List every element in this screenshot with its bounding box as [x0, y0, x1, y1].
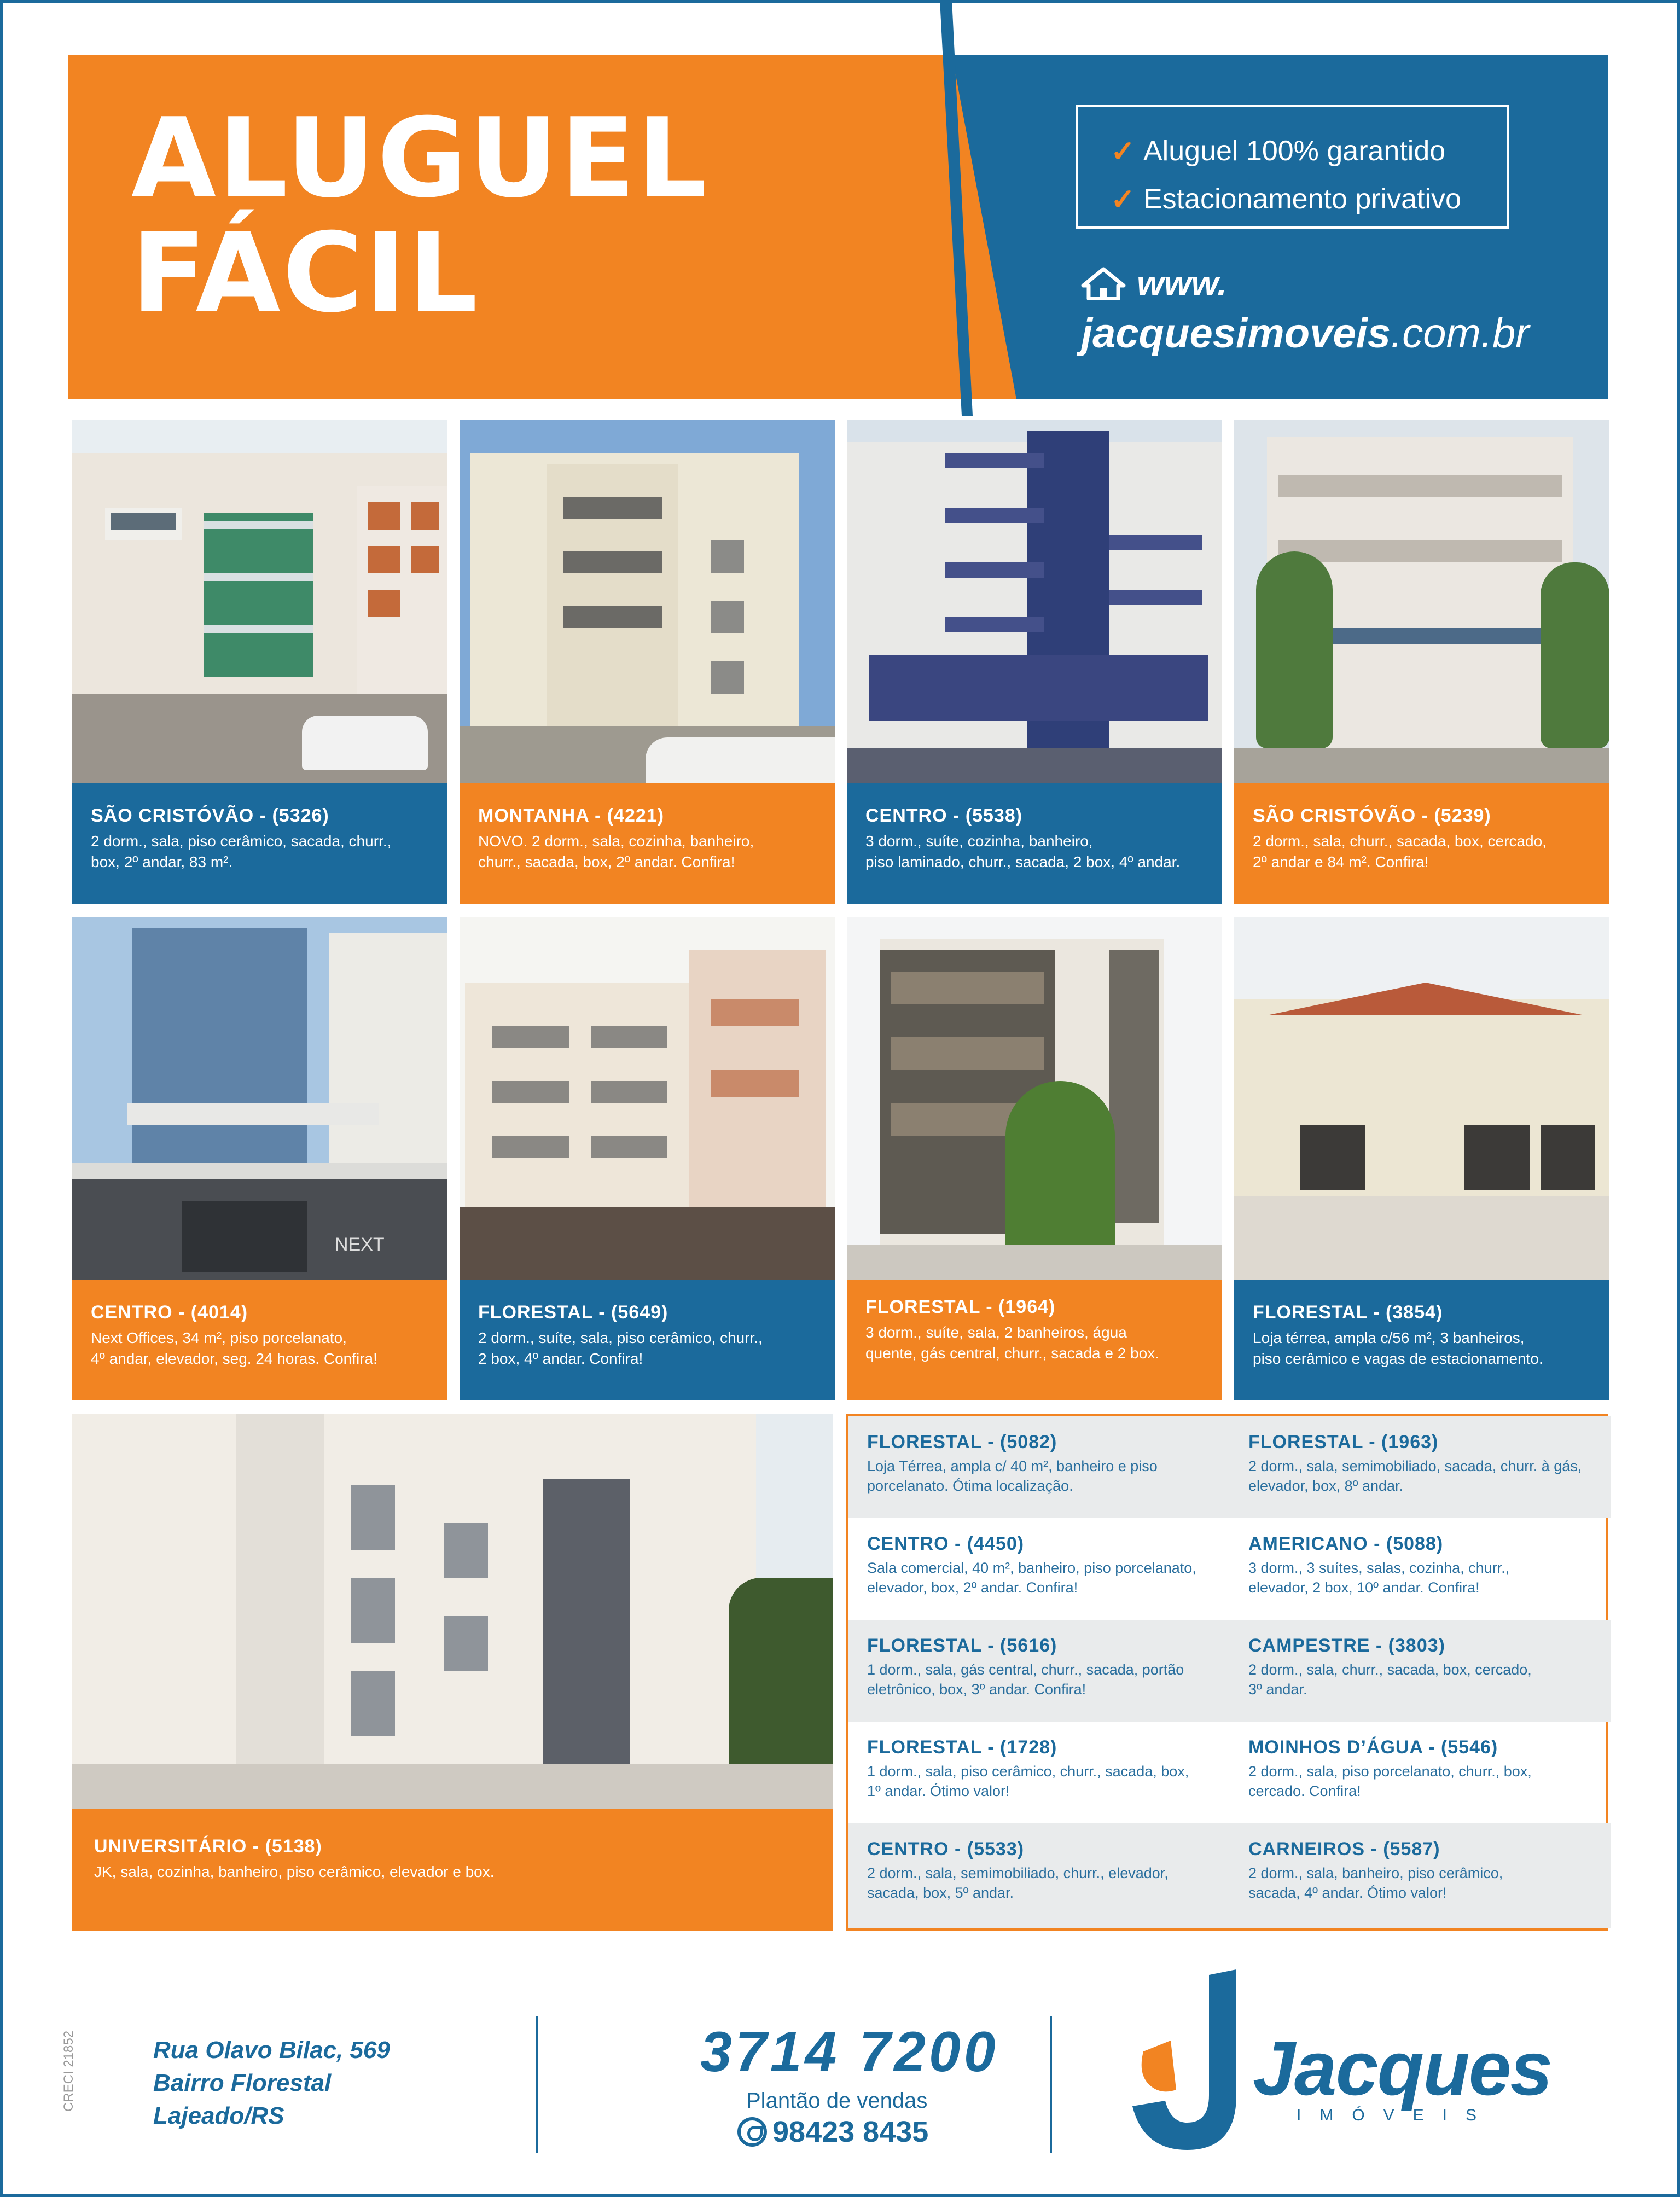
property-card[interactable]: [460, 420, 835, 904]
website-suffix: .com.br: [1391, 310, 1530, 357]
description-line: 2 box, 4º andar. Confira!: [478, 1350, 643, 1367]
listing-description: 2 dorm., sala, banheiro, piso cerâmico, sacada, 4º andar. Ótimo valor!: [1248, 1865, 1503, 1901]
listing-description: Sala comercial, 40 m², banheiro, piso porcelanato, elevador, box, 2º andar. Confira!: [867, 1560, 1196, 1596]
website-domain: jacquesimoveis: [1081, 310, 1391, 357]
property-info: [72, 783, 447, 904]
description-line: NOVO. 2 dorm., sala, cozinha, banheiro,: [478, 833, 754, 850]
property-card[interactable]: [72, 420, 447, 904]
property-description: [91, 1328, 431, 1369]
property-title: SÃO CRISTÓVÃO - (5326): [91, 805, 329, 826]
logo-subtitle: IMÓVEIS: [1297, 2106, 1496, 2124]
description-line: 4º andar, elevador, seg. 24 horas. Confira!: [91, 1350, 377, 1367]
listing-description: 1 dorm., sala, piso cerâmico, churr., sacada, box, 1º andar. Ótimo valor!: [867, 1763, 1189, 1799]
address-district: Bairro Florestal: [153, 2070, 332, 2096]
listing-item[interactable]: [1230, 1722, 1611, 1823]
footer-divider: [536, 2016, 538, 2153]
sales-label: Plantão de vendas: [746, 2089, 928, 2113]
description-line: box, 2º andar, 83 m².: [91, 853, 233, 870]
address-street: Rua Olavo Bilac, 569: [153, 2037, 390, 2064]
benefit-text: Estacionamento privativo: [1143, 183, 1461, 215]
property-card[interactable]: [72, 917, 447, 1400]
description-line: 2 dorm., sala, churr., sacada, box, cercado,: [1253, 833, 1547, 850]
benefits-box: [1076, 105, 1509, 229]
property-photo: [72, 917, 447, 1280]
listing-title: AMERICANO - (5088): [1248, 1533, 1444, 1554]
property-card[interactable]: [1234, 917, 1609, 1400]
address-city: Lajeado/RS: [153, 2102, 284, 2129]
listing-description: 2 dorm., sala, semimobiliado, sacada, churr. à gás, elevador, box, 8º andar.: [1248, 1458, 1582, 1494]
property-title: FLORESTAL - (5649): [478, 1302, 668, 1323]
property-photo: [1234, 917, 1609, 1280]
listing-title: FLORESTAL - (1963): [1248, 1432, 1439, 1452]
creci-registration: CRECI 21852: [61, 2030, 76, 2112]
property-info: [72, 1809, 833, 1931]
benefit-text: Aluguel 100% garantido: [1143, 135, 1446, 167]
description-line: 2º andar e 84 m². Confira!: [1253, 853, 1429, 870]
listing-title: MOINHOS D’ÁGUA - (5546): [1248, 1737, 1498, 1758]
property-description: [478, 831, 818, 873]
description-line: piso cerâmico e vagas de estacionamento.: [1253, 1350, 1543, 1367]
listing-title: CAMPESTRE - (3803): [1248, 1635, 1445, 1656]
property-info: [460, 783, 835, 904]
property-photo: [72, 1414, 833, 1809]
property-info: [847, 1280, 1222, 1400]
description-line: 3 dorm., suíte, sala, 2 banheiros, água: [865, 1324, 1127, 1341]
description-line: 3 dorm., suíte, cozinha, banheiro,: [865, 833, 1093, 850]
listing-item[interactable]: [848, 1823, 1230, 1928]
listing-item[interactable]: [1230, 1416, 1611, 1518]
listing-item[interactable]: [848, 1620, 1230, 1722]
description-line: piso laminado, churr., sacada, 2 box, 4º andar.: [865, 853, 1181, 870]
home-icon: [1081, 267, 1126, 300]
listing-grid: [846, 1414, 1608, 1931]
property-photo: [847, 917, 1222, 1280]
property-info: [1234, 783, 1609, 904]
property-description: [478, 1328, 818, 1369]
whatsapp-contact[interactable]: [737, 2115, 928, 2149]
property-description: [865, 831, 1206, 873]
checkmark-icon: ✓: [1111, 135, 1136, 168]
description-line: Loja térrea, ampla c/56 m², 3 banheiros,: [1253, 1329, 1525, 1346]
property-card[interactable]: [1234, 420, 1609, 904]
property-description: [1253, 1328, 1593, 1369]
property-info: [460, 1280, 835, 1400]
headline-line-1: ALUGUEL: [131, 95, 710, 222]
whatsapp-icon: [737, 2117, 767, 2147]
listing-item[interactable]: [848, 1416, 1230, 1518]
property-title: FLORESTAL - (3854): [1253, 1302, 1443, 1323]
listing-title: FLORESTAL - (1728): [867, 1737, 1057, 1758]
listing-description: 1 dorm., sala, gás central, churr., sacada, portão eletrônico, box, 3º andar. Confira!: [867, 1661, 1184, 1698]
listing-title: CARNEIROS - (5587): [1248, 1839, 1440, 1859]
property-description: [1253, 831, 1593, 873]
description-line: churr., sacada, box, 2º andar. Confira!: [478, 853, 735, 870]
listing-item[interactable]: [1230, 1620, 1611, 1722]
website-www: www.: [1137, 264, 1227, 303]
property-title: CENTRO - (4014): [91, 1302, 248, 1323]
property-photo: [1234, 420, 1609, 783]
benefit-item: [1111, 127, 1507, 175]
property-photo: [460, 420, 835, 783]
listing-item[interactable]: [1230, 1823, 1611, 1928]
property-title: SÃO CRISTÓVÃO - (5239): [1253, 805, 1491, 826]
property-title: UNIVERSITÁRIO - (5138): [94, 1836, 322, 1857]
listing-description: 3 dorm., 3 suítes, salas, cozinha, churr., elevador, 2 box, 10º andar. Confira!: [1248, 1560, 1510, 1596]
property-photo: [460, 917, 835, 1280]
listing-title: CENTRO - (4450): [867, 1533, 1025, 1554]
listing-description: 2 dorm., sala, semimobiliado, churr., elevador, sacada, box, 5º andar.: [867, 1865, 1169, 1901]
headline: [131, 95, 710, 337]
featured-property-card[interactable]: [72, 1414, 833, 1931]
footer-divider: [1050, 2016, 1052, 2153]
property-description: [865, 1322, 1206, 1364]
property-card[interactable]: [847, 917, 1222, 1400]
listing-title: CENTRO - (5533): [867, 1839, 1025, 1859]
property-info: [847, 783, 1222, 904]
listing-description: Loja Térrea, ampla c/ 40 m², banheiro e piso porcelanato. Ótima localização.: [867, 1458, 1158, 1494]
description-line: Next Offices, 34 m², piso porcelanato,: [91, 1329, 347, 1346]
property-title: FLORESTAL - (1964): [865, 1297, 1056, 1317]
listing-title: FLORESTAL - (5082): [867, 1432, 1057, 1452]
description-line: 2 dorm., sala, piso cerâmico, sacada, churr.,: [91, 833, 392, 850]
listing-description: 2 dorm., sala, piso porcelanato, churr., box, cercado. Confira!: [1248, 1763, 1532, 1799]
checkmark-icon: ✓: [1111, 183, 1136, 216]
whatsapp-number: 98423 8435: [772, 2115, 929, 2148]
listing-item[interactable]: [848, 1518, 1230, 1620]
property-info: [1234, 1280, 1609, 1400]
property-card[interactable]: [847, 420, 1222, 904]
listing-item[interactable]: [1230, 1518, 1611, 1620]
property-card[interactable]: [460, 917, 835, 1400]
jacques-logo: [1127, 1969, 1608, 2155]
description-line: quente, gás central, churr., sacada e 2 box.: [865, 1345, 1160, 1362]
property-description: [91, 831, 431, 873]
listing-description: 2 dorm., sala, churr., sacada, box, cercado, 3º andar.: [1248, 1661, 1532, 1698]
property-info: [72, 1280, 447, 1400]
description-line: 2 dorm., suíte, sala, piso cerâmico, churr.,: [478, 1329, 763, 1346]
listing-title: FLORESTAL - (5616): [867, 1635, 1057, 1656]
benefit-item: [1111, 175, 1507, 223]
next-sign: NEXT: [335, 1234, 385, 1255]
address: [153, 2034, 390, 2132]
property-title: MONTANHA - (4221): [478, 805, 665, 826]
property-description: JK, sala, cozinha, banheiro, piso cerâmico, elevador e box.: [94, 1863, 495, 1880]
property-photo: [72, 420, 447, 783]
property-photo: [847, 420, 1222, 783]
website[interactable]: [1081, 261, 1529, 364]
phone-number[interactable]: 3714 7200: [700, 2020, 999, 2084]
property-title: CENTRO - (5538): [865, 805, 1023, 826]
logo-j-mark: [1127, 1969, 1253, 2155]
headline-line-2: FÁCIL: [131, 210, 480, 337]
listing-item[interactable]: [848, 1722, 1230, 1823]
logo-name: Jacques: [1253, 2025, 1552, 2111]
